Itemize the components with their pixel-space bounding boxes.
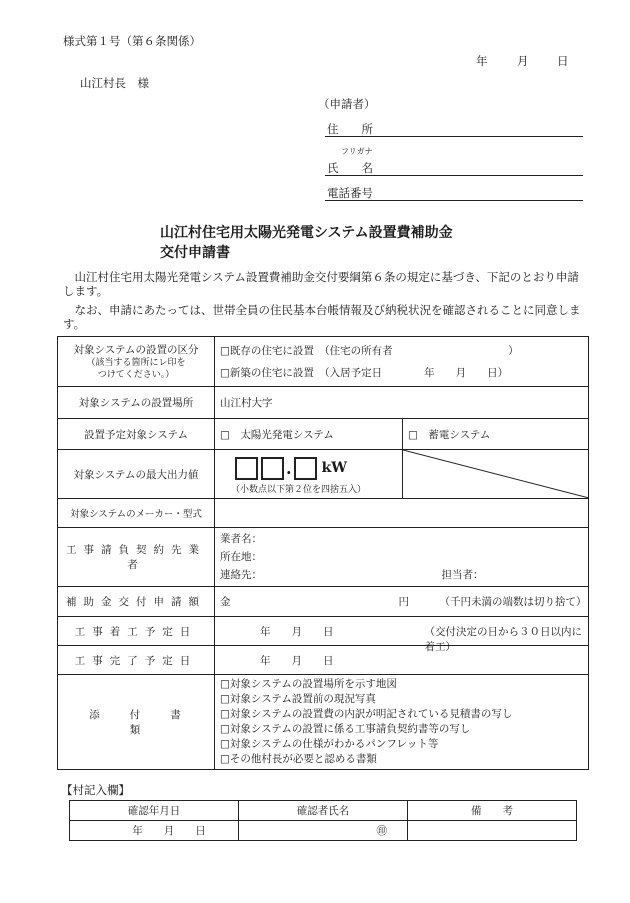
col-confirmer-name: 確認者氏名 [239,801,408,821]
max-output-cell [215,450,403,499]
new-house-option[interactable]: □新築の住宅に設置 （入居予定日 年 月 日） [220,366,509,379]
phone-label: 電話番号 [327,186,373,200]
application-table [57,336,589,770]
amount-note: （千円未満の端数は切り捨て） [439,596,587,608]
row-max-output [58,450,589,499]
attachment-pamphlet[interactable]: □対象システムの仕様がわかるパンフレット等 [220,738,439,750]
location-value[interactable]: 山江村大字 [215,387,589,419]
output-digit-box-3[interactable] [294,457,317,480]
confirmer-name-cell[interactable] [239,821,408,841]
kw-unit: kW [321,460,348,476]
date-month: 月 [517,54,529,68]
document-subtitle: 交付申請書 [160,245,230,261]
confirm-date-value[interactable]: 年 月 日 [70,821,239,841]
battery-option[interactable]: □ 蓄電システム [403,419,589,450]
form-number: 様式第１号（第６条関係） [63,34,201,48]
end-date-label: 工事完了予定日 [58,646,215,675]
attachment-other[interactable]: □その他村長が必要と認める書類 [220,753,377,765]
contact-field[interactable]: 連絡先： [220,569,262,581]
remarks-value[interactable] [408,821,577,841]
output-note: （小数点以下第２位を四捨五入） [231,484,367,495]
row-maker [58,499,589,528]
amount-cell[interactable] [215,587,589,617]
col-confirm-date: 確認年月日 [70,801,239,821]
address-field[interactable] [325,136,583,137]
decimal-point: . [286,458,292,478]
village-header-row [70,801,577,821]
company-address-field[interactable]: 所在地： [220,551,262,563]
furigana-label: フリガナ [341,147,373,156]
village-value-row [70,821,577,841]
category-label: 対象システムの設置の区分 [73,344,199,356]
row-amount [58,587,589,617]
planned-system-label: 設置予定対象システム [58,419,215,450]
phone-field[interactable] [325,200,583,201]
attachments-cell [215,675,589,770]
attachment-estimate[interactable]: □対象システムの設置費の内訳が明記されている見積書の写し [220,708,513,720]
contractor-label: 工事請負契約先業者 [58,528,215,587]
output-digit-box-1[interactable] [235,457,258,480]
person-in-charge-field[interactable]: 担当者： [441,569,484,581]
start-date-value: 年 月 日 [260,625,334,638]
village-section-heading: 【村記入欄】 [61,783,130,797]
location-label: 対象システムの設置場所 [58,387,215,419]
body-paragraph-1: 山江村住宅用太陽光発電システム設置費補助金交付要綱第６条の規定に基づき、下記のとおり申請します。 [63,270,579,298]
row-contractor [58,528,589,587]
category-label-cell [58,337,215,387]
applicant-heading: （申請者） [318,97,376,111]
attachment-contract[interactable]: □対象システムの設置に係る工事請負契約書等の写し [220,723,471,735]
start-date-cell[interactable] [215,617,589,653]
maker-label: 対象システムのメーカー・型式 [58,499,215,528]
diagonal-line [403,450,589,498]
row-start-date [58,617,589,646]
name-field[interactable] [325,175,583,176]
output-digit-box-2[interactable] [261,457,284,480]
amount-yen: 円 [398,596,409,608]
contractor-cell [215,528,589,587]
end-date-value: 年 月 日 [260,654,334,667]
company-name-field[interactable]: 業者名： [220,533,262,545]
amount-prefix: 金 [220,596,231,608]
recipient: 山江村長 様 [80,76,149,90]
solar-option[interactable]: □ 太陽光発電システム [215,419,403,450]
maker-value[interactable] [215,499,589,528]
row-planned-system [58,419,589,450]
address-label: 住 所 [327,122,373,136]
category-note-1: （該当する箇所にレ印を [86,358,186,368]
category-note-2: つけてください。） [97,370,175,380]
row-attachments [58,675,589,770]
amount-label: 補助金交付申請額 [58,587,215,617]
village-table [69,800,577,841]
row-location [58,387,589,419]
document-title: 山江村住宅用太陽光発電システム設置費補助金 [160,225,453,241]
body-paragraph-2: なお、申請にあたっては、世帯全員の住民基本台帳情報及び納税状況を確認されることに同意します。 [63,303,581,331]
attachment-photo[interactable]: □対象システム設置前の現況写真 [220,693,376,705]
seal-mark: ㊞ [376,825,387,837]
contact-row [220,566,583,584]
start-date-note: （交付決定の日から３０日以内に着工） [424,625,582,653]
category-options-cell [215,337,589,387]
diagonal-cell [403,450,589,499]
row-installation-category [58,337,589,387]
attachments-label: 添付書類 [58,675,215,770]
existing-house-option[interactable]: □既存の住宅に設置 （住宅の所有者 ） [220,344,519,357]
name-label: 氏 名 [327,161,373,175]
date-year: 年 [476,54,488,68]
max-output-label: 対象システムの最大出力値 [58,450,215,499]
attachment-map[interactable]: □対象システムの設置場所を示す地図 [220,678,397,690]
col-remarks: 備 考 [408,801,577,821]
date-day: 日 [557,54,569,68]
start-date-label: 工事着工予定日 [58,617,215,646]
